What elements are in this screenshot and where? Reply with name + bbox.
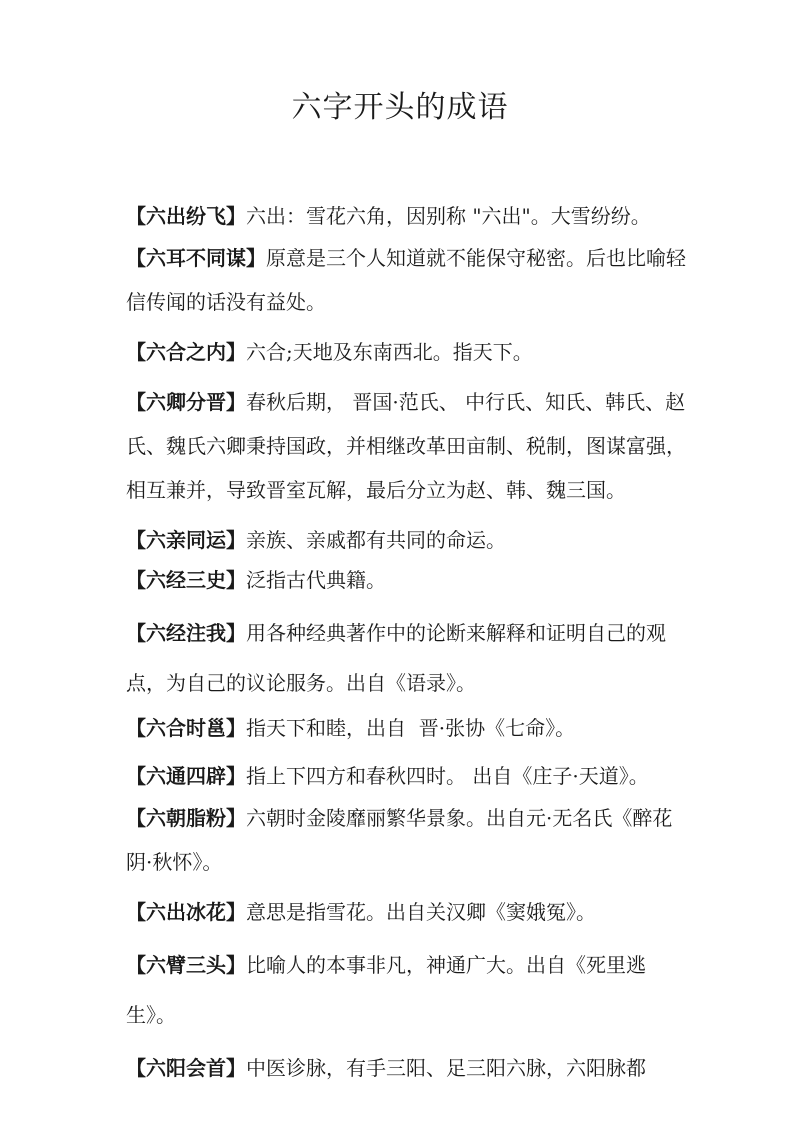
idiom-term-text: 六臂三头 — [146, 953, 226, 977]
idiom-term-text: 六合时邕 — [146, 716, 226, 740]
idiom-definition: 用各种经典著作中的论断来解释和证明自己的观点，为自己的议论服务。出自《语录》。 — [126, 621, 666, 695]
idiom-term — [126, 390, 246, 414]
idiom-definition: 指天下和睦，出自 晋·张协《七命》。 — [246, 716, 576, 740]
idiom-definition: 亲族、亲戚都有共同的命运。 — [246, 528, 506, 552]
bracket-close: 】 — [226, 806, 246, 830]
bracket-open: 【 — [126, 204, 146, 228]
bracket-open: 【 — [126, 900, 146, 924]
bracket-close: 】 — [226, 390, 246, 414]
idiom-term-text: 六经注我 — [146, 621, 226, 645]
idiom-entry — [126, 708, 686, 748]
idiom-term — [126, 953, 246, 977]
idiom-term-text: 六朝脂粉 — [146, 806, 226, 830]
bracket-open: 【 — [126, 528, 146, 552]
idiom-entry — [126, 756, 686, 796]
bracket-close: 】 — [246, 246, 266, 270]
bracket-close: 】 — [226, 204, 246, 228]
idiom-term — [126, 900, 246, 924]
idiom-definition: 六出：雪花六角，因别称 "六出"。大雪纷纷。 — [246, 204, 651, 228]
idiom-term — [126, 340, 246, 364]
idiom-term — [126, 568, 246, 592]
bracket-close: 】 — [226, 716, 246, 740]
idiom-term-text: 六合之内 — [146, 340, 226, 364]
bracket-open: 【 — [126, 568, 146, 592]
bracket-open: 【 — [126, 621, 146, 645]
idiom-term-text: 六耳不同谋 — [146, 246, 246, 270]
idiom-definition: 比喻人的本事非凡，神通广大。出自《死里逃生》。 — [126, 953, 646, 1027]
bracket-open: 【 — [126, 953, 146, 977]
bracket-close: 】 — [226, 900, 246, 924]
idiom-definition: 指上下四方和春秋四时。 出自《庄子·天道》。 — [246, 764, 649, 788]
bracket-open: 【 — [126, 716, 146, 740]
idiom-entry — [126, 940, 686, 1040]
bracket-open: 【 — [126, 390, 146, 414]
page-title: 六字开头的成语 — [291, 90, 509, 125]
idiom-term-text: 六出冰花 — [146, 900, 226, 924]
bracket-close: 】 — [226, 340, 246, 364]
idiom-term — [126, 621, 246, 645]
idiom-list — [126, 196, 686, 1088]
idiom-term-text: 六卿分晋 — [146, 390, 226, 414]
bracket-close: 】 — [226, 621, 246, 645]
bracket-close: 】 — [226, 953, 246, 977]
idiom-term-text: 六亲同运 — [146, 528, 226, 552]
idiom-term-text: 六经三史 — [146, 568, 226, 592]
idiom-term-text: 六通四辟 — [146, 764, 226, 788]
idiom-term — [126, 1056, 246, 1080]
idiom-definition: 原意是三个人知道就不能保守秘密。后也比喻轻信传闻的话没有益处。 — [126, 246, 686, 314]
idiom-definition: 中医诊脉，有手三阳、足三阳六脉，六阳脉都 — [246, 1056, 646, 1080]
bracket-open: 【 — [126, 340, 146, 364]
idiom-term — [126, 528, 246, 552]
bracket-open: 【 — [126, 1056, 146, 1080]
idiom-term — [126, 806, 246, 830]
idiom-entry — [126, 796, 686, 884]
idiom-entry — [126, 520, 686, 560]
idiom-definition: 春秋后期， 晋国·范氏、 中行氏、知氏、韩氏、赵氏、魏氏六卿秉持国政，并相继改革田亩制、税制，图谋富强，相互兼并，导致晋室瓦解，最后分立为赵、韩、魏三国。 — [126, 390, 686, 502]
bracket-open: 【 — [126, 246, 146, 270]
idiom-entry — [126, 236, 686, 324]
bracket-close: 】 — [226, 1056, 246, 1080]
bracket-close: 】 — [226, 764, 246, 788]
idiom-entry — [126, 892, 686, 932]
idiom-term — [126, 204, 246, 228]
idiom-entry — [126, 1048, 686, 1088]
idiom-entry — [126, 196, 686, 236]
idiom-term — [126, 716, 246, 740]
idiom-entry — [126, 380, 686, 512]
idiom-definition: 六朝时金陵靡丽繁华景象。出自元·无名氏《醉花阴·秋怀》。 — [126, 806, 673, 874]
bracket-open: 【 — [126, 764, 146, 788]
bracket-close: 】 — [226, 528, 246, 552]
idiom-entry — [126, 608, 686, 708]
idiom-definition: 六合;天地及东南西北。指天下。 — [246, 340, 533, 364]
idiom-entry — [126, 332, 686, 372]
idiom-term — [126, 764, 246, 788]
idiom-definition: 意思是指雪花。出自关汉卿《窦娥冤》。 — [246, 900, 596, 924]
idiom-term-text: 六出纷飞 — [146, 204, 226, 228]
idiom-definition: 泛指古代典籍。 — [246, 568, 386, 592]
idiom-entry — [126, 560, 686, 600]
bracket-close: 】 — [226, 568, 246, 592]
idiom-term — [126, 246, 266, 270]
idiom-term-text: 六阳会首 — [146, 1056, 226, 1080]
bracket-open: 【 — [126, 806, 146, 830]
